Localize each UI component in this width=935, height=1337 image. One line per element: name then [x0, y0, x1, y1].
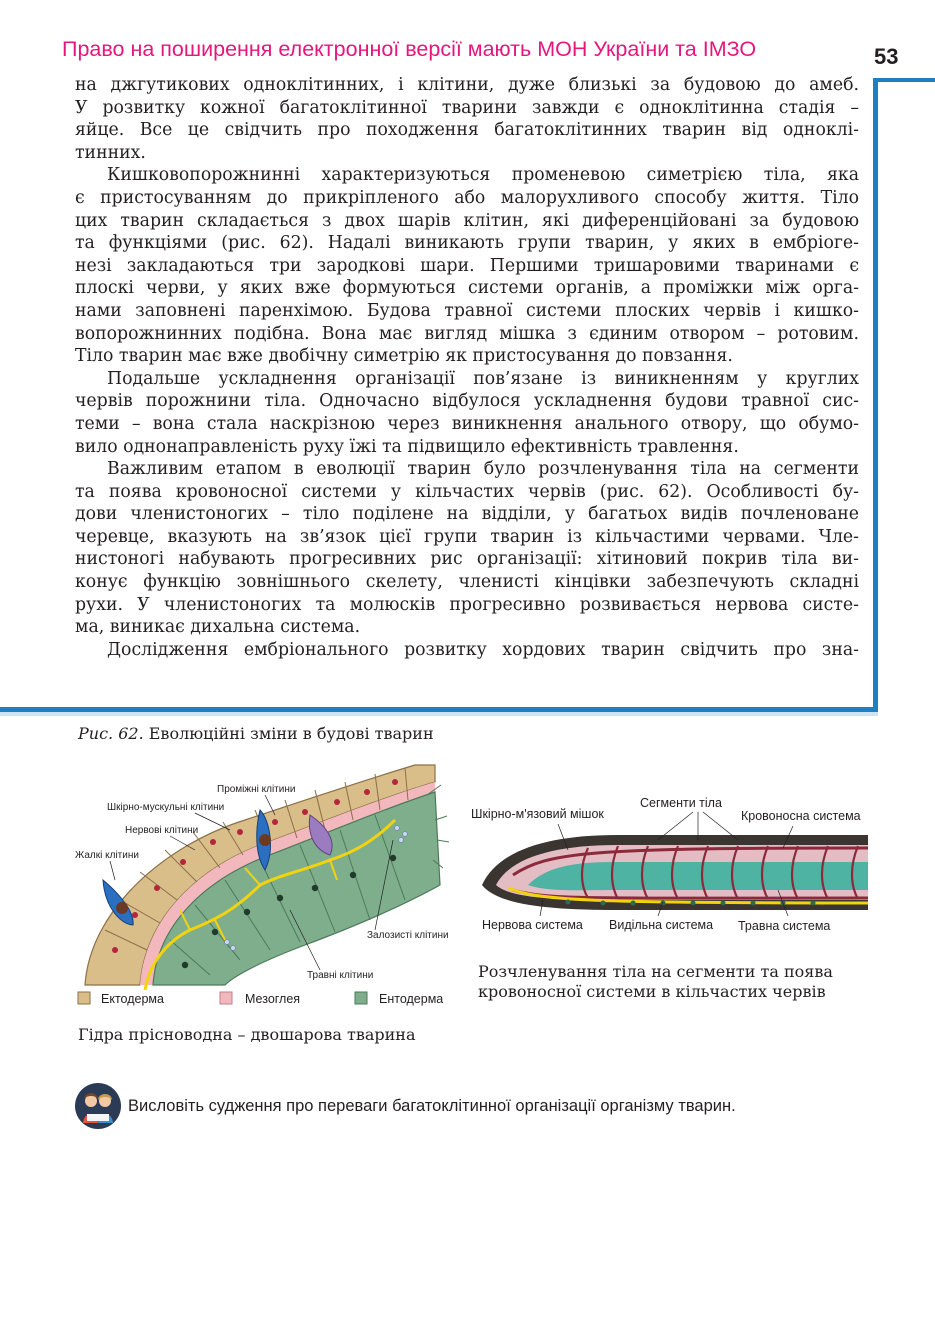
label-muscle-sac: Шкірно-м'язовий мішок: [471, 807, 604, 821]
hydra-diagram: [75, 760, 455, 1015]
text-line: ма, виникає дихальна система.: [75, 617, 361, 638]
text-line: нистоногі набувають прогресивних рис організації: хітиновий покрив тіла ви-: [75, 549, 859, 570]
label-stinging-cells: Жалкі клітини: [75, 850, 139, 861]
text-line: Подальше ускладнення організації пов’язане із виникненням у круглих: [107, 368, 859, 389]
figure-label: Рис. 62.: [78, 724, 144, 743]
text-line: Тіло тварин має вже двобічну симетрію як пристосування до повзання.: [75, 346, 733, 367]
paragraph-5: [75, 639, 859, 662]
text-line: цих тварин складається з двох шарів клітин, які диференційовані за будовою: [75, 210, 859, 231]
text-line: яйце. Все це свідчить про походження багатоклітинних тварин від одноклі-: [75, 120, 859, 141]
legend-ectoderm: Ектодерма: [101, 992, 164, 1006]
body-text: [75, 74, 859, 661]
text-line: вопорожнинних подібна. Вона має вигляд мішка з єдиним отвором – ротовим.: [75, 323, 859, 344]
label-gland-cells: Залозисті клітини: [367, 930, 449, 941]
text-line: на джгутикових одноклітинних, і клітини, дуже близькі за будовою до амеб.: [75, 75, 859, 95]
earthworm-diagram: [468, 790, 888, 950]
students-icon: [75, 1083, 121, 1129]
text-line: є пристосуванням до прикріпленого або малорухливого способу життя. Тіло: [75, 187, 859, 208]
label-musculoepithelial-cells: Шкірно-мускульні клітини: [107, 802, 225, 813]
text-line: та функціями (рис. 62). Надалі виникають групи тварин, у яких в ембріоге-: [75, 233, 859, 254]
text-line: Важливим етапом в еволюції тварин було розчленування тіла на сегменти: [107, 459, 859, 480]
text-line: конує функцію зовнішнього скелету, членисті кінцівки забезпечують складні: [75, 572, 859, 593]
label-digestive-cells: Травні клітини: [307, 970, 374, 981]
label-nervous-system: Нервова система: [482, 918, 583, 932]
figure-title: Еволюційні зміни в будові тварин: [148, 724, 434, 743]
legend-endoderm: Ентодерма: [379, 992, 444, 1006]
text-line: дови членистоногих – тіло поділене на відділи, у багатьох видів почленоване: [75, 504, 859, 525]
label-excretory-system: Видільна система: [609, 918, 714, 932]
text-line: У розвитку кожної багатоклітинної тварини завжди є одноклітинна стадія –: [75, 97, 859, 118]
text-line: червів порожнини тіла. Одночасно відбулося ускладнення будови травної сис-: [75, 391, 859, 412]
page-number: 53: [874, 44, 899, 69]
frame-top-rule: [874, 78, 935, 82]
label-digestive-system: Травна система: [738, 919, 831, 933]
text-line: нами заповнені паренхімою. Будова травної системи плоских червів і кишко-: [75, 300, 859, 321]
label-nerve-cells: Нервові клітини: [125, 825, 199, 836]
text-line: Кишковопорожнинні характеризуються променевою симетрією тіла, яка: [107, 165, 859, 186]
paragraph-1: [75, 74, 859, 164]
legend-endoderm-swatch: [355, 992, 367, 1004]
legend-mesoglea-swatch: [220, 992, 232, 1004]
paragraph-4: [75, 458, 859, 639]
legend-mesoglea: Мезоглея: [245, 992, 301, 1006]
legend-ectoderm-swatch: [78, 992, 90, 1004]
caption-line: Розчленування тіла на сегменти та поява: [478, 962, 833, 981]
text-line: теми – вона стала наскрізною через виникнення анального отвору, що обумо-: [75, 413, 859, 434]
frame-right-rule: [873, 78, 878, 714]
text-line: та поява кровоносної системи у кільчастих червів (рис. 62). Особливості бу-: [75, 481, 859, 502]
caption-line: кровоносної системи в кільчастих червів: [478, 982, 826, 1001]
task-text: Висловіть судження про переваги багатоклітинної організації організму тварин.: [128, 1097, 736, 1115]
label-interstitial-cells: Проміжні клітини: [217, 784, 296, 795]
figure-caption: [78, 724, 434, 743]
paragraph-2: [75, 164, 859, 367]
earthworm-body: [482, 835, 868, 910]
copyright-banner: Право на поширення електронної версії мають МОН України та ІМЗО: [62, 37, 757, 61]
label-circulatory-system: Кровоносна система: [741, 809, 861, 823]
text-line: Дослідження ембріонального розвитку хордових тварин свідчить про зна-: [107, 639, 859, 660]
text-line: незі закладаються три зародкові шари. Першими тришаровими тваринами є: [75, 255, 859, 276]
paragraph-3: [75, 368, 859, 458]
text-line: тинних.: [75, 142, 146, 163]
label-body-segments: Сегменти тіла: [640, 796, 722, 810]
text-line: черевце, вказують на зв’язок цієї групи тварин із кільчастими червами. Чле-: [75, 526, 859, 547]
hydra-caption: Гідра прісноводна – двошарова тварина: [78, 1025, 416, 1044]
text-line: плоскі черви, у яких вже формуються системи органів, а проміжки між орга-: [75, 278, 859, 299]
earthworm-caption: [478, 962, 833, 1002]
text-line: рухи. У членистоногих та молюсків прогресивно розвивається нервова систе-: [75, 594, 859, 615]
frame-shadow: [0, 712, 878, 716]
text-line: вило однонаправленість руху їжі та підвищило ефективність травлення.: [75, 436, 739, 457]
